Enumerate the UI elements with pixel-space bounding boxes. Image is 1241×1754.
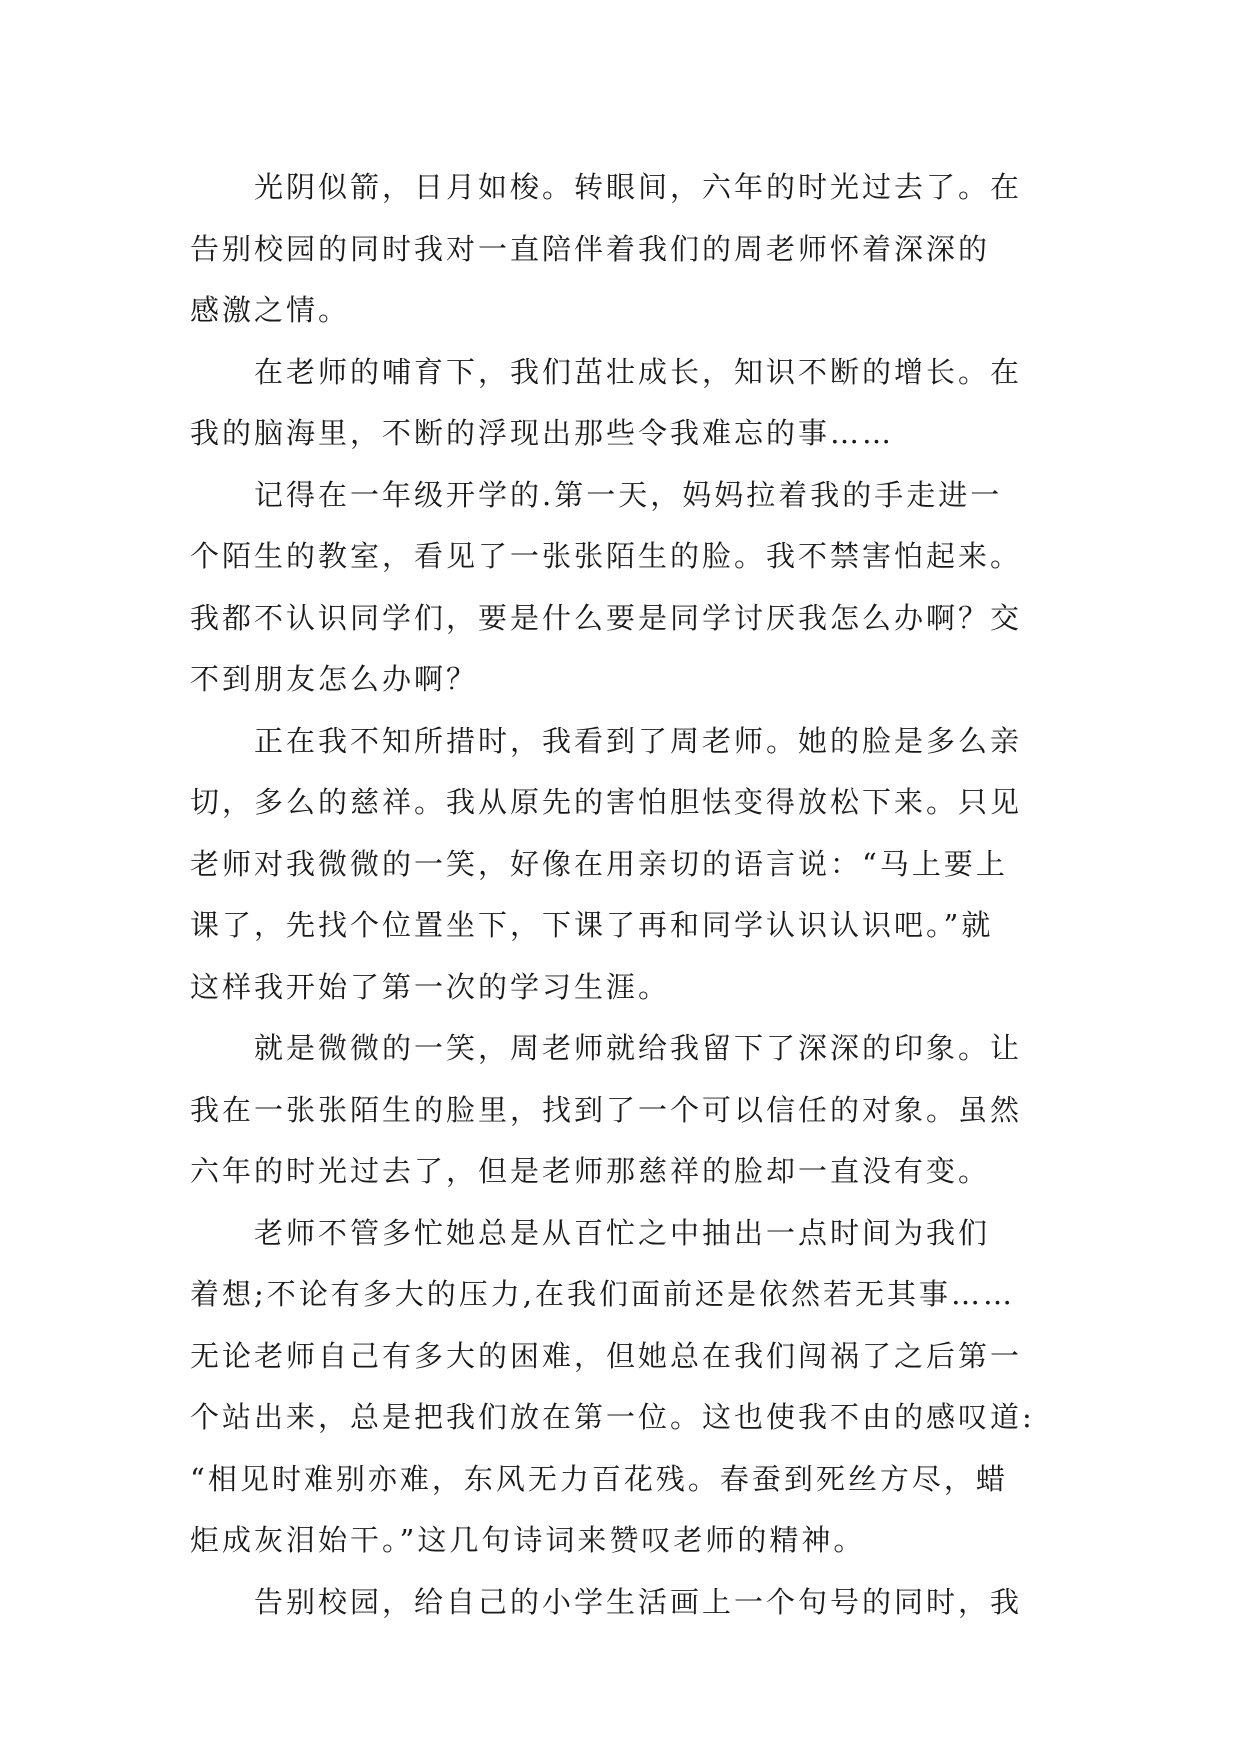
text-line: 正在我不知所措时，我看到了周老师。她的脸是多么亲 (254, 723, 1023, 758)
text-line: 感激之情。 (190, 293, 351, 327)
text-line: 六年的时光过去了，但是老师那慈祥的脸却一直没有变。 (190, 1154, 991, 1188)
text-line: 告别校园，给自己的小学生活画上一个句号的同时，我 (254, 1584, 1023, 1619)
text-line: 无论老师自己有多大的困难，但她总在我们闯祸了之后第一 (190, 1338, 1023, 1373)
text-line: 就是微微的一笑，周老师就给我留下了深深的印象。让 (254, 1031, 1023, 1065)
text-line: 课了，先找个位置坐下，下课了再和同学认识认识吧。”就 (190, 908, 994, 942)
text-line: 着想;不论有多大的压力,在我们面前还是依然若无其事…… (190, 1277, 1015, 1311)
text-line: 记得在一年级开学的.第一天，妈妈拉着我的手走进一 (254, 477, 1003, 512)
text-line: 告别校园的同时我对一直陪伴着我们的周老师怀着深深的 (190, 231, 991, 266)
body-text (190, 157, 1050, 1633)
text-line: 光阴似箭，日月如梭。转眼间，六年的时光过去了。在 (254, 170, 1023, 204)
text-line: 炬成灰泪始干。”这几句诗词来赞叹老师的精神。 (190, 1523, 866, 1557)
text-line: 个站出来，总是把我们放在第一位。这也使我不由的感叹道: (190, 1400, 1035, 1434)
text-line: 我都不认识同学们，要是什么要是同学讨厌我怎么办啊？交 (190, 600, 1023, 635)
text-line: 老师不管多忙她总是从百忙之中抽出一点时间为我们 (254, 1215, 991, 1250)
text-line: 不到朋友怎么办啊？ (190, 662, 479, 696)
text-line: 个陌生的教室，看见了一张张陌生的脸。我不禁害怕起来。 (190, 539, 1023, 573)
text-line: 切，多么的慈祥。我从原先的害怕胆怯变得放松下来。只见 (190, 785, 1023, 819)
text-line: “相见时难别亦难，东风无力百花残。春蚕到死丝方尽，蜡 (190, 1461, 1008, 1496)
text-line: 在老师的哺育下，我们茁壮成长，知识不断的增长。在 (254, 354, 1023, 389)
text-line: 这样我开始了第一次的学习生涯。 (190, 969, 671, 1004)
text-line: 老师对我微微的一笑，好像在用亲切的语言说：“马上要上 (190, 846, 1008, 881)
text-line: 我在一张张陌生的脸里，找到了一个可以信任的对象。虽然 (190, 1092, 1023, 1127)
text-line: 我的脑海里，不断的浮现出那些令我难忘的事…… (190, 416, 895, 450)
